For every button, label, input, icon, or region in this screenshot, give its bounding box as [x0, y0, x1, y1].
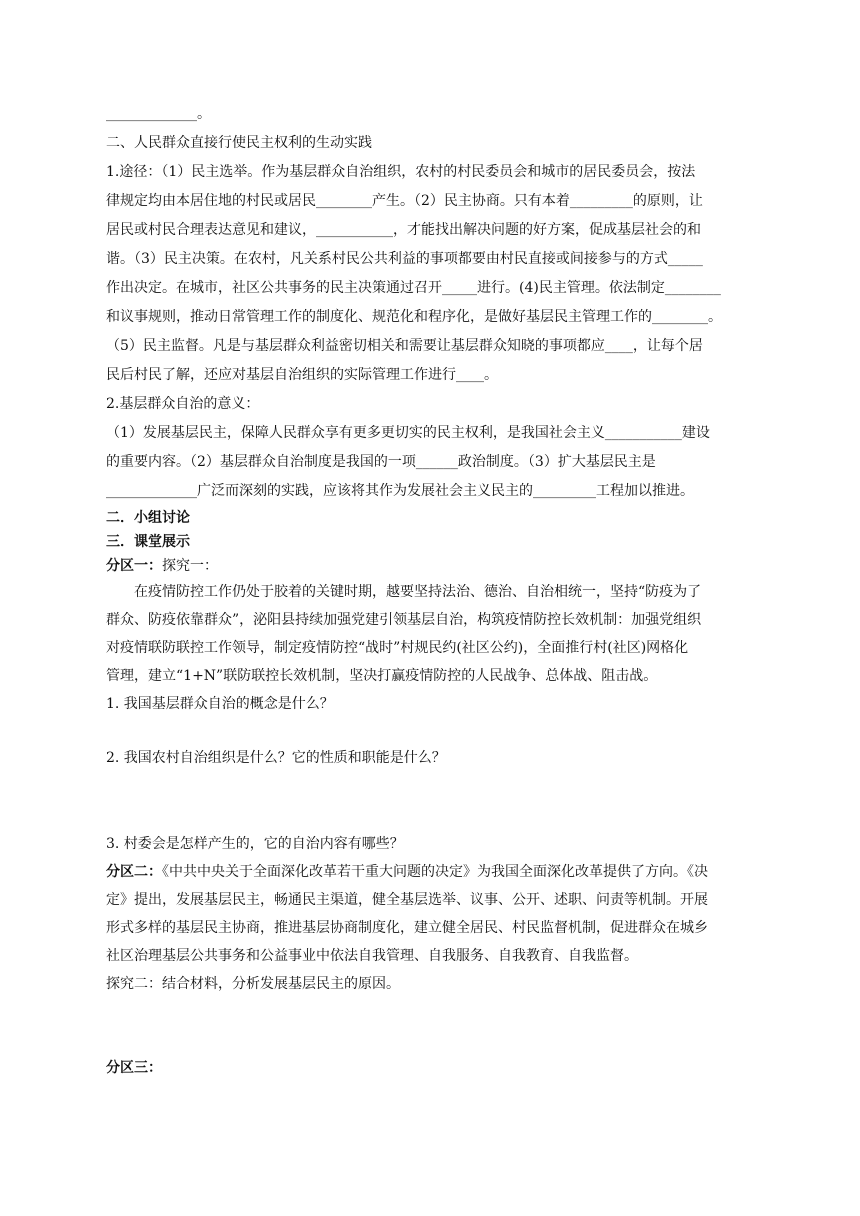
question-2: 2. 我国农村自治组织是什么？它的性质和职能是什么？ — [106, 750, 446, 766]
material-line: 管理，建立“1+N”联防联控长效机制，坚决打赢疫情防控的人民战争、总体战、阻击战。 — [106, 668, 658, 684]
zone-two-label: 分区二： — [106, 864, 162, 880]
text-line: 作出决定。在城市，社区公共事务的民主决策通过召开_____进行。(4)民主管理。依法制定________ — [106, 280, 721, 296]
subsection-heading: 2.基层群众自治的意义： — [106, 396, 260, 412]
worksheet-page — [106, 100, 758, 1082]
answer-space — [106, 998, 758, 1054]
material-line: 群众、防疫依靠群众”，泌阳县持续加强党建引领基层自治，构筑疫情防控长效机制：加强党组织 — [106, 612, 702, 628]
material-text: 《中共中央关于全面深化改革若干重大问题的决定》为我国全面深化改革提供了方向。《决 — [162, 864, 708, 880]
heading-class-display: 三．课堂展示 — [106, 534, 190, 550]
zone-one-line — [106, 554, 758, 578]
text-line: 1.途径：（1）民主选举。作为基层群众自治组织，农村的村民委员会和城市的居民委员会，按法 — [106, 164, 696, 180]
text-line: 的重要内容。（2）基层群众自治制度是我国的一项______政治制度。（3）扩大基层民主是 — [106, 454, 656, 470]
text-line: 民后村民了解，还应对基层自治组织的实际管理工作进行____。 — [106, 367, 498, 383]
inquiry-two: 探究二：结合材料，分析发展基层民主的原因。 — [106, 976, 400, 992]
material-line: 社区治理基层公共事务和公益事业中依法自我管理、自我服务、自我教育、自我监督。 — [106, 948, 638, 964]
text-line: 律规定均由本居住地的村民或居民________产生。（2）民主协商。只有本着_________的原则，让 — [106, 193, 703, 209]
section-heading: 二、人民群众直接行使民主权利的生动实践 — [106, 135, 372, 151]
text-line: 居民或村民合理表达意见和建议，___________，才能找出解决问题的好方案，促成基层社会的和 — [106, 222, 701, 238]
zone-three-label: 分区三： — [106, 1060, 162, 1076]
text-line: （1）发展基层民主，保障人民群众享有更多更切实的民主权利，是我国社会主义___________建设 — [106, 425, 710, 441]
material-line: 对疫情联防联控工作领导，制定疫情防控“战时”村规民约(社区公约)，全面推行村(社区)网格化 — [106, 640, 689, 656]
inquiry-one-label: 探究一： — [162, 558, 218, 574]
text-line: （5）民主监督。凡是与基层群众利益密切相关和需要让基层群众知晓的事项都应____，让每个居 — [106, 338, 703, 354]
zone-one-label: 分区一： — [106, 558, 162, 574]
material-line: 形式多样的基层民主协商，推进基层协商制度化，建立健全居民、村民监督机制，促进群众在城乡 — [106, 920, 708, 936]
answer-space — [106, 772, 758, 830]
text-line: _____________广泛而深刻的实践，应该将其作为发展社会主义民主的_________工程加以推进。 — [106, 483, 694, 499]
text-line: 和议事规则，推动日常管理工作的制度化、规范化和程序化，是做好基层民主管理工作的________。 — [106, 309, 722, 325]
heading-group-discussion: 二．小组讨论 — [106, 510, 190, 526]
question-3: 3. 村委会是怎样产生的，它的自治内容有哪些？ — [106, 836, 404, 852]
zone-two-line — [106, 858, 758, 886]
material-line: 在疫情防控工作仍处于胶着的关键时期，越要坚持法治、德治、自治相统一，坚持“防疫为了 — [134, 584, 702, 600]
material-line: 定》提出，发展基层民主，畅通民主渠道，健全基层选举、议事、公开、述职、问责等机制。开展 — [106, 892, 708, 908]
answer-space — [106, 718, 758, 744]
text-line: 谐。（3）民主决策。在农村，凡关系村民公共利益的事项都要由村民直接或间接参与的方式_____ — [106, 251, 703, 267]
question-1: 1. 我国基层群众自治的概念是什么？ — [106, 696, 334, 712]
blank-line: _____________。 — [106, 106, 211, 122]
